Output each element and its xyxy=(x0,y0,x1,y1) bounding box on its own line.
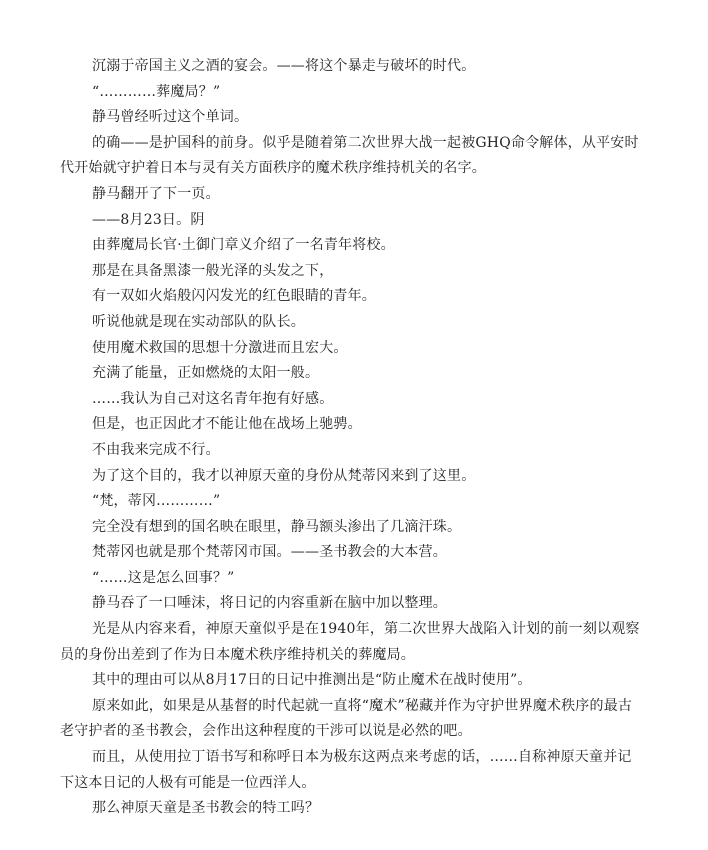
paragraph: 由葬魔局长官·土御门章义介绍了一名青年将校。 xyxy=(92,237,395,254)
paragraph: 有一双如火焰般闪闪发光的红色眼睛的青年。 xyxy=(92,288,376,305)
paragraph: 使用魔术救国的思想十分激进而且宏大。 xyxy=(92,339,348,356)
paragraph: 而且，从使用拉丁语书写和称呼日本为极东这两点来考虑的话，……自称神原天童并记下这本日记的人极有可能是一位西洋人。 xyxy=(60,749,632,791)
paragraph: 梵蒂冈也就是那个梵蒂冈市国。——圣书教会的大本营。 xyxy=(92,544,447,561)
paragraph: 完全没有想到的国名映在眼里，静马额头渗出了几滴汗珠。 xyxy=(92,518,462,535)
paragraph: 静马翻开了下一页。 xyxy=(92,185,220,202)
paragraph: “梵，蒂冈…………” xyxy=(92,493,221,510)
paragraph: ——8月23日。阴 xyxy=(92,211,205,228)
paragraph: 光是从内容来看，神原天童似乎是在1940年，第二次世界大战陷入计划的前一刻以观察员的身份出差到了作为日本魔术秩序维持机关的葬魔局。 xyxy=(60,621,640,663)
paragraph: 沉溺于帝国主义之酒的宴会。——将这个暴走与破坏的时代。 xyxy=(92,58,476,74)
paragraph: 原来如此，如果是从基督的时代起就一直将“魔术”秘藏并作为守护世界魔术秩序的最古老守护者的圣书教会，会作出这种程度的干涉可以说是必然的吧。 xyxy=(60,697,633,740)
paragraph: 充满了能量，正如燃烧的太阳一般。 xyxy=(92,365,320,382)
paragraph: 但是，也正因此才不能让他在战场上驰骋。 xyxy=(92,416,362,433)
paragraph: 静马曾经听过这个单词。 xyxy=(92,109,249,126)
paragraph: “……这是怎么回事？” xyxy=(92,569,235,586)
paragraph: 那是在具备黑漆一般光泽的头发之下， xyxy=(92,262,334,279)
paragraph: 听说他就是现在实动部队的队长。 xyxy=(92,313,305,330)
paragraph: 不由我来完成不行。 xyxy=(92,441,220,458)
paragraph: 其中的理由可以从8月17日的日记中推测出是“防止魔术在战时使用”。 xyxy=(92,672,532,689)
document-body xyxy=(60,54,640,822)
paragraph: 静马吞了一口唾沫，将日记的内容重新在脑中加以整理。 xyxy=(92,595,447,612)
paragraph: “…………葬魔局？” xyxy=(92,83,221,100)
paragraph: 为了这个目的，我才以神原天童的身份从梵蒂冈来到了这里。 xyxy=(92,467,476,484)
paragraph: ……我认为自己对这名青年抱有好感。 xyxy=(92,390,334,407)
paragraph: 的确——是护国科的前身。似乎是随着第二次世界大战一起被GHQ命令解体，从平安时代开始就守护着日本与灵有关方面秩序的魔术秩序维持机关的名字。 xyxy=(60,134,639,177)
paragraph: 那么神原天童是圣书教会的特工吗？ xyxy=(92,800,320,817)
